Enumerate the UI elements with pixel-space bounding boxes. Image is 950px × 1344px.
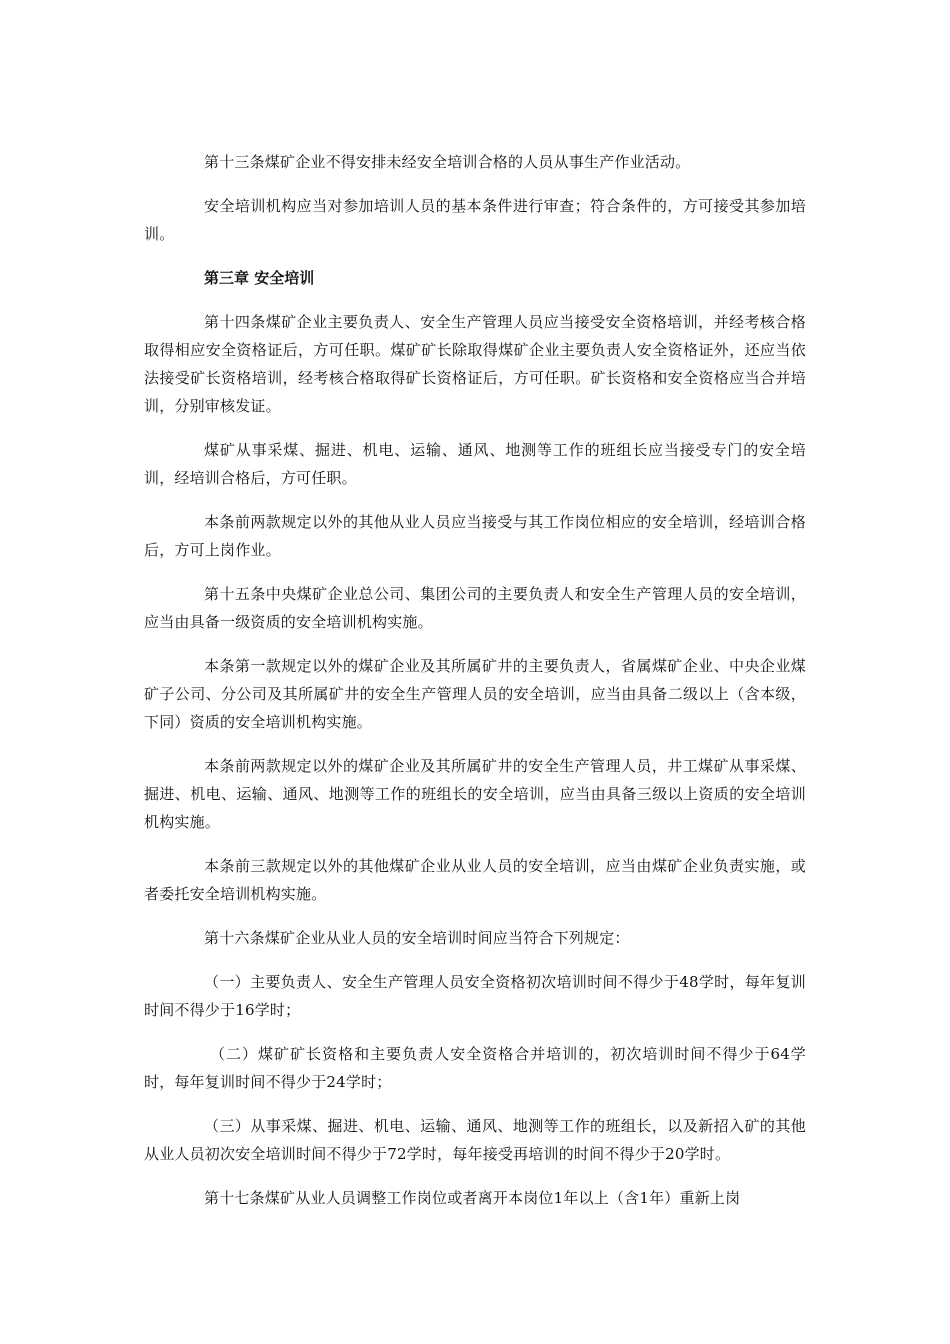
document-body [144, 148, 806, 1228]
paragraph-article-16: 第十六条煤矿企业从业人员的安全培训时间应当符合下列规定： [204, 929, 630, 947]
list-item-3: （三）从事采煤、掘进、机电、运输、通风、地测等工作的班组长，以及新招入矿的其他从业人员初次安全培训时间不得少于72学时，每年接受再培训的时间不得少于20学时。 [144, 1117, 806, 1163]
paragraph-level-three-training: 本条前两款规定以外的煤矿企业及其所属矿井的安全生产管理人员，井工煤矿从事采煤、掘进、机电、运输、通风、地测等工作的班组长的安全培训，应当由具备三级以上资质的安全培训机构实施。 [144, 757, 806, 831]
paragraph-training-review: 安全培训机构应当对参加培训人员的基本条件进行审查；符合条件的，方可接受其参加培训。 [144, 197, 806, 243]
paragraph-article-15: 第十五条中央煤矿企业总公司、集团公司的主要负责人和安全生产管理人员的安全培训，应当由具备一级资质的安全培训机构实施。 [144, 585, 806, 631]
paragraph-team-leader-training: 煤矿从事采煤、掘进、机电、运输、通风、地测等工作的班组长应当接受专门的安全培训，经培训合格后，方可任职。 [144, 441, 806, 487]
list-item-1: （一）主要负责人、安全生产管理人员安全资格初次培训时间不得少于48学时，每年复训时间不得少于16学时； [144, 973, 806, 1019]
paragraph-enterprise-training: 本条前三款规定以外的其他煤矿企业从业人员的安全培训，应当由煤矿企业负责实施，或者委托安全培训机构实施。 [144, 857, 806, 903]
paragraph-article-14: 第十四条煤矿企业主要负责人、安全生产管理人员应当接受安全资格培训，并经考核合格取得相应安全资格证后，方可任职。煤矿矿长除取得煤矿企业主要负责人安全资格证外，还应当依法接受矿长资格培训，经考核合格取得矿长资格证后，方可任职。矿长资格和安全资格应当合并培训，分别审核发证。 [144, 313, 806, 415]
paragraph-level-two-training: 本条第一款规定以外的煤矿企业及其所属矿井的主要负责人，省属煤矿企业、中央企业煤矿子公司、分公司及其所属矿井的安全生产管理人员的安全培训，应当由具备二级以上（含本级，下同）资质的安全培训机构实施。 [144, 657, 806, 731]
paragraph-article-13: 第十三条煤矿企业不得安排未经安全培训合格的人员从事生产作业活动。 [204, 153, 691, 171]
paragraph-other-staff-training: 本条前两款规定以外的其他从业人员应当接受与其工作岗位相应的安全培训，经培训合格后，方可上岗作业。 [144, 513, 806, 559]
list-item-2: （二）煤矿矿长资格和主要负责人安全资格合并培训的，初次培训时间不得少于64学时，每年复训时间不得少于24学时； [144, 1045, 806, 1091]
chapter-heading: 第三章 安全培训 [204, 269, 315, 287]
paragraph-article-17: 第十七条煤矿从业人员调整工作岗位或者离开本岗位1年以上（含1年）重新上岗 [204, 1189, 741, 1207]
